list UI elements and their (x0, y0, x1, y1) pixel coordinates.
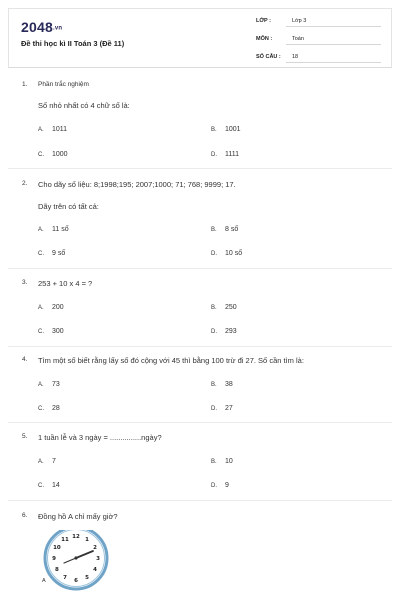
question-text: Đồng hồ A chỉ mấy giờ? (38, 512, 118, 521)
option-letter: C. (38, 329, 44, 335)
question-number: 1. (22, 81, 28, 88)
option-letter: D. (211, 152, 217, 158)
clock-numeral: 3 (96, 556, 100, 562)
option-letter: C. (38, 483, 44, 489)
site-logo[interactable] (21, 19, 62, 35)
question-number: 2. (22, 180, 28, 187)
option-c[interactable] (38, 250, 65, 257)
question-divider (8, 346, 392, 347)
option-text: 10 số (225, 250, 243, 257)
section-title: Phần trắc nghiệm (38, 81, 89, 88)
option-text: 9 số (52, 250, 66, 257)
option-text: 1111 (225, 151, 240, 158)
option-b[interactable] (211, 458, 233, 465)
option-letter: D. (211, 483, 217, 489)
logo-text: 2048 (21, 19, 53, 35)
option-letter: B. (211, 127, 217, 133)
option-letter: A. (38, 127, 44, 133)
option-letter: C. (38, 251, 44, 257)
option-letter: A. (38, 382, 44, 388)
clock-numeral: 11 (61, 536, 69, 543)
clock-numeral: 12 (72, 534, 80, 540)
option-text: 10 (225, 458, 233, 465)
option-text: 9 (225, 482, 229, 489)
option-text: 38 (225, 381, 233, 388)
grade-label: LỚP : (256, 18, 271, 24)
clock-numeral: 5 (85, 575, 89, 582)
clock-label: A (42, 578, 46, 584)
clock-numeral: 4 (93, 567, 97, 573)
clock-numeral: 8 (55, 567, 59, 573)
option-a[interactable] (38, 226, 69, 233)
question-text: Số nhỏ nhất có 4 chữ số là: (38, 101, 130, 110)
option-text: 7 (52, 458, 56, 465)
option-c[interactable] (38, 328, 64, 335)
option-d[interactable] (211, 328, 237, 335)
clock-numeral: 2 (93, 545, 97, 551)
question-divider (8, 422, 392, 423)
option-d[interactable] (211, 482, 229, 489)
question-divider (8, 168, 392, 169)
option-a[interactable] (38, 126, 67, 133)
option-c[interactable] (38, 405, 60, 412)
option-d[interactable] (211, 405, 233, 412)
clock-numeral: 9 (52, 556, 56, 562)
option-b[interactable] (211, 381, 233, 388)
clock-numeral: 1 (85, 536, 89, 543)
question-text: Tìm một số biết rằng lấy số đó cộng với 45 thì bằng 100 trừ đi 27. Số cần tìm là: (38, 356, 304, 365)
question-count-label: SỐ CÂU : (256, 54, 281, 60)
clock-numeral: 10 (53, 545, 61, 551)
clock-center (74, 556, 77, 559)
option-d[interactable] (211, 250, 242, 257)
question-number: 4. (22, 356, 28, 363)
option-b[interactable] (211, 126, 241, 133)
option-text: 11 số (52, 226, 69, 233)
option-letter: A. (38, 227, 44, 233)
option-letter: C. (38, 152, 44, 158)
question-subtext: Dãy trên có tất cả: (38, 202, 99, 211)
option-b[interactable] (211, 304, 237, 311)
subject-label: MÔN : (256, 36, 273, 42)
option-letter: D. (211, 329, 217, 335)
question-number: 6. (22, 512, 28, 519)
grade-row (256, 18, 381, 27)
option-letter: B. (211, 227, 217, 233)
clock-numeral: 6 (74, 578, 78, 584)
question-count-row (256, 54, 381, 63)
option-text: 300 (52, 328, 64, 335)
option-text: 293 (225, 328, 237, 335)
subject-value: Toán (286, 36, 381, 45)
option-text: 1000 (52, 151, 68, 158)
option-text: 1001 (225, 126, 241, 133)
option-text: 8 số (225, 226, 239, 233)
option-letter: B. (211, 382, 217, 388)
question-text: 1 tuần lễ và 3 ngày = ...............ngày? (38, 433, 162, 442)
option-c[interactable] (38, 151, 68, 158)
option-text: 250 (225, 304, 237, 311)
option-a[interactable] (38, 458, 56, 465)
option-letter: D. (211, 251, 217, 257)
option-letter: A. (38, 305, 44, 311)
option-a[interactable] (38, 381, 60, 388)
logo-suffix: .vn (52, 25, 63, 32)
option-letter: B. (211, 459, 217, 465)
option-text: 28 (52, 405, 60, 412)
option-text: 73 (52, 381, 60, 388)
question-count-value: 18 (286, 54, 381, 63)
option-b[interactable] (211, 226, 238, 233)
question-text: Cho dãy số liệu: 8;1998;195; 2007;1000; 71; 768; 9999; 17. (38, 180, 236, 189)
option-text: 1011 (52, 126, 68, 133)
option-text: 27 (225, 405, 233, 412)
question-number: 3. (22, 279, 28, 286)
clock-figure (36, 530, 116, 600)
exam-header (8, 8, 392, 68)
option-text: 200 (52, 304, 64, 311)
question-divider (8, 500, 392, 501)
option-letter: B. (211, 305, 217, 311)
option-d[interactable] (211, 151, 239, 158)
option-letter: D. (211, 406, 217, 412)
clock-numeral: 7 (63, 575, 67, 582)
exam-title: Đề thi học kì II Toán 3 (Đề 11) (21, 39, 125, 48)
question-divider (8, 268, 392, 269)
clock-a-icon (36, 530, 116, 600)
subject-row (256, 36, 381, 45)
option-c[interactable] (38, 482, 60, 489)
option-letter: C. (38, 406, 44, 412)
option-a[interactable] (38, 304, 64, 311)
question-text: 253 + 10 x 4 = ? (38, 279, 93, 288)
grade-value: Lớp 3 (286, 18, 381, 27)
option-letter: A. (38, 459, 44, 465)
question-number: 5. (22, 433, 28, 440)
option-text: 14 (52, 482, 60, 489)
